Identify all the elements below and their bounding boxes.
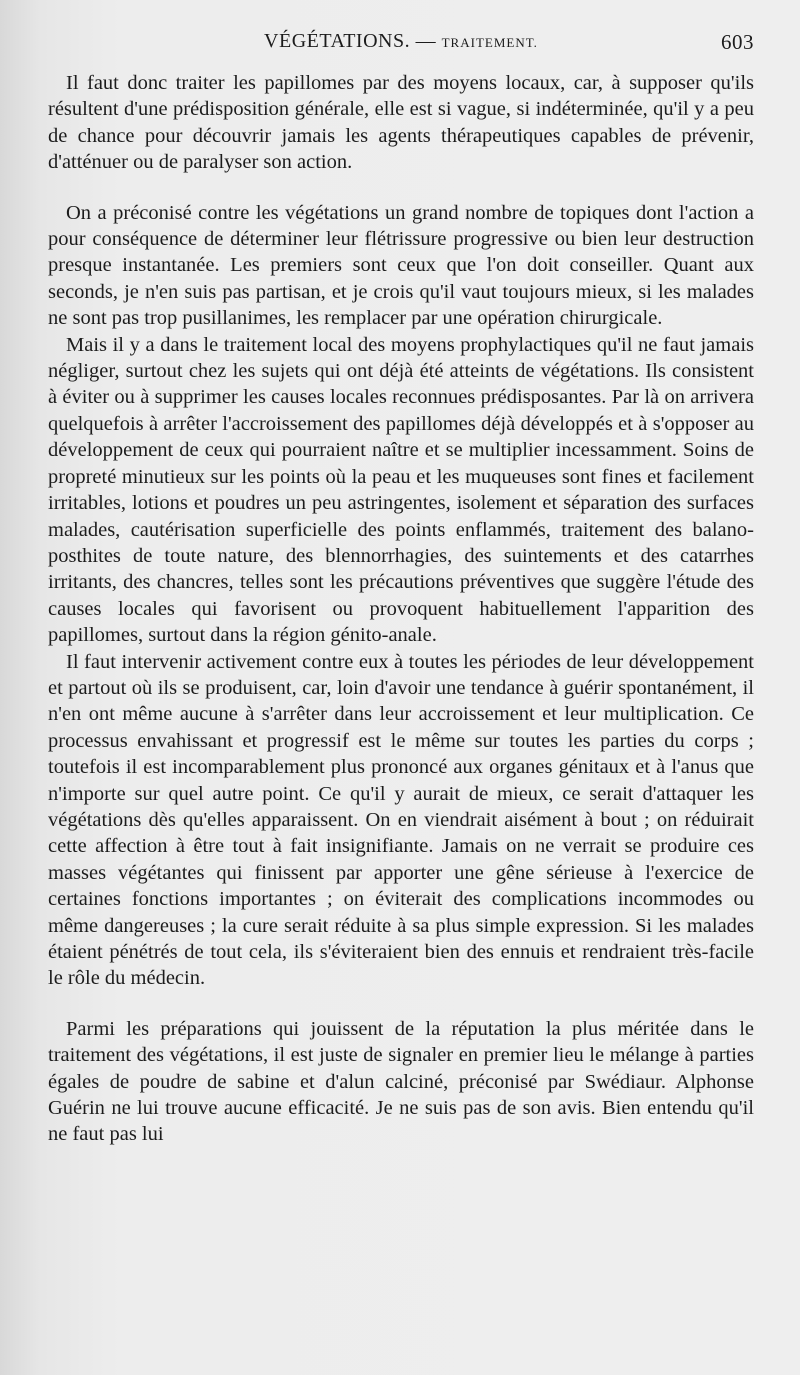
section-subtitle: TRAITEMENT. — [441, 35, 538, 50]
chapter-title: VÉGÉTATIONS. — [264, 30, 411, 52]
page-number: 603 — [721, 30, 754, 54]
body-text — [48, 70, 754, 1148]
paragraph-3: Mais il y a dans le traitement local des moyens prophylactiques qu'il ne faut jamais négliger, surtout chez les sujets qui ont déjà été atteints de végétations. Ils consistent à éviter ou à supprimer les causes locales reconnues prédisposantes. Par là on arrivera quelquefois à arrêter l'accroissement des papillomes déjà développés et à s'opposer au développement de ceux qui pourraient naître et se multiplier incessamment. Soins de propreté minutieux sur les points où la peau et les muqueuses sont fines et facilement irritables, lotions et poudres un peu astringentes, isolement et séparation des surfaces malades, cautérisation superficielle des points enflammés, traitement des balano-posthites de toute nature, des blennorrhagies, des suintements et des catarrhes irritants, des chancres, telles sont les précautions préventives que suggère l'étude des causes locales qui favorisent ou provoquent habituellement l'apparition des papillomes, surtout dans la région génito-anale. — [48, 333, 754, 647]
running-head — [48, 30, 754, 70]
paragraph-4: Il faut intervenir activement contre eux à toutes les périodes de leur développement et partout où ils se produisent, car, loin d'avoir une tendance à guérir spontanément, il n'en ont même aucune à s'arrêter dans leur accroissement et leur multiplication. Ce processus envahissant et progressif est le même sur toutes les parties du corps ; toutefois il est incomparablement plus prononcé aux organes génitaux et à l'anus que n'importe sur quel autre point. Ce qu'il y aurait de mieux, ce serait d'attaquer les végétations dès qu'elles apparaissent. On en viendrait aisément à bout ; on réduirait cette affection à être tout à fait insignifiante. Jamais on ne verrait se produire ces masses végétantes qui finissent par apporter une gêne sérieuse à l'exercice de certaines fonctions importantes ; on éviterait des complications incommodes ou même dangereuses ; la cure serait réduite à sa plus simple expression. Si les malades étaient pénétrés de tout cela, ils s'éviteraient bien des ennuis et rendraient très-facile le rôle du médecin. — [48, 650, 754, 990]
paragraph-2: On a préconisé contre les végétations un grand nombre de topiques dont l'action a pour conséquence de déterminer leur flétrissure progressive ou bien leur destruction presque instantanée. Les premiers sont ceux que l'on doit conseiller. Quant aux seconds, je n'en suis pas partisan, et je crois qu'il vaut toujours mieux, si les malades ne sont pas trop pusillanimes, les remplacer par une opération chirurgicale. — [48, 201, 754, 330]
running-head-title — [264, 30, 538, 53]
paragraph-5: Parmi les préparations qui jouissent de la réputation la plus méritée dans le traitement des végétations, il est juste de signaler en premier lieu le mélange à parties égales de poudre de sabine et d'alun calciné, préconisé par Swédiaur. Alphonse Guérin ne lui trouve aucune efficacité. Je ne suis pas de son avis. Bien entendu qu'il ne faut pas lui — [48, 1017, 754, 1146]
paragraph-1: Il faut donc traiter les papillomes par des moyens locaux, car, à supposer qu'ils résultent d'une prédisposition générale, elle est si vague, si indéterminée, qu'il y a peu de chance pour découvrir jamais les agents thérapeutiques capables de prévenir, d'atténuer ou de paralyser son action. — [48, 72, 754, 174]
title-dash: — — [415, 30, 437, 52]
